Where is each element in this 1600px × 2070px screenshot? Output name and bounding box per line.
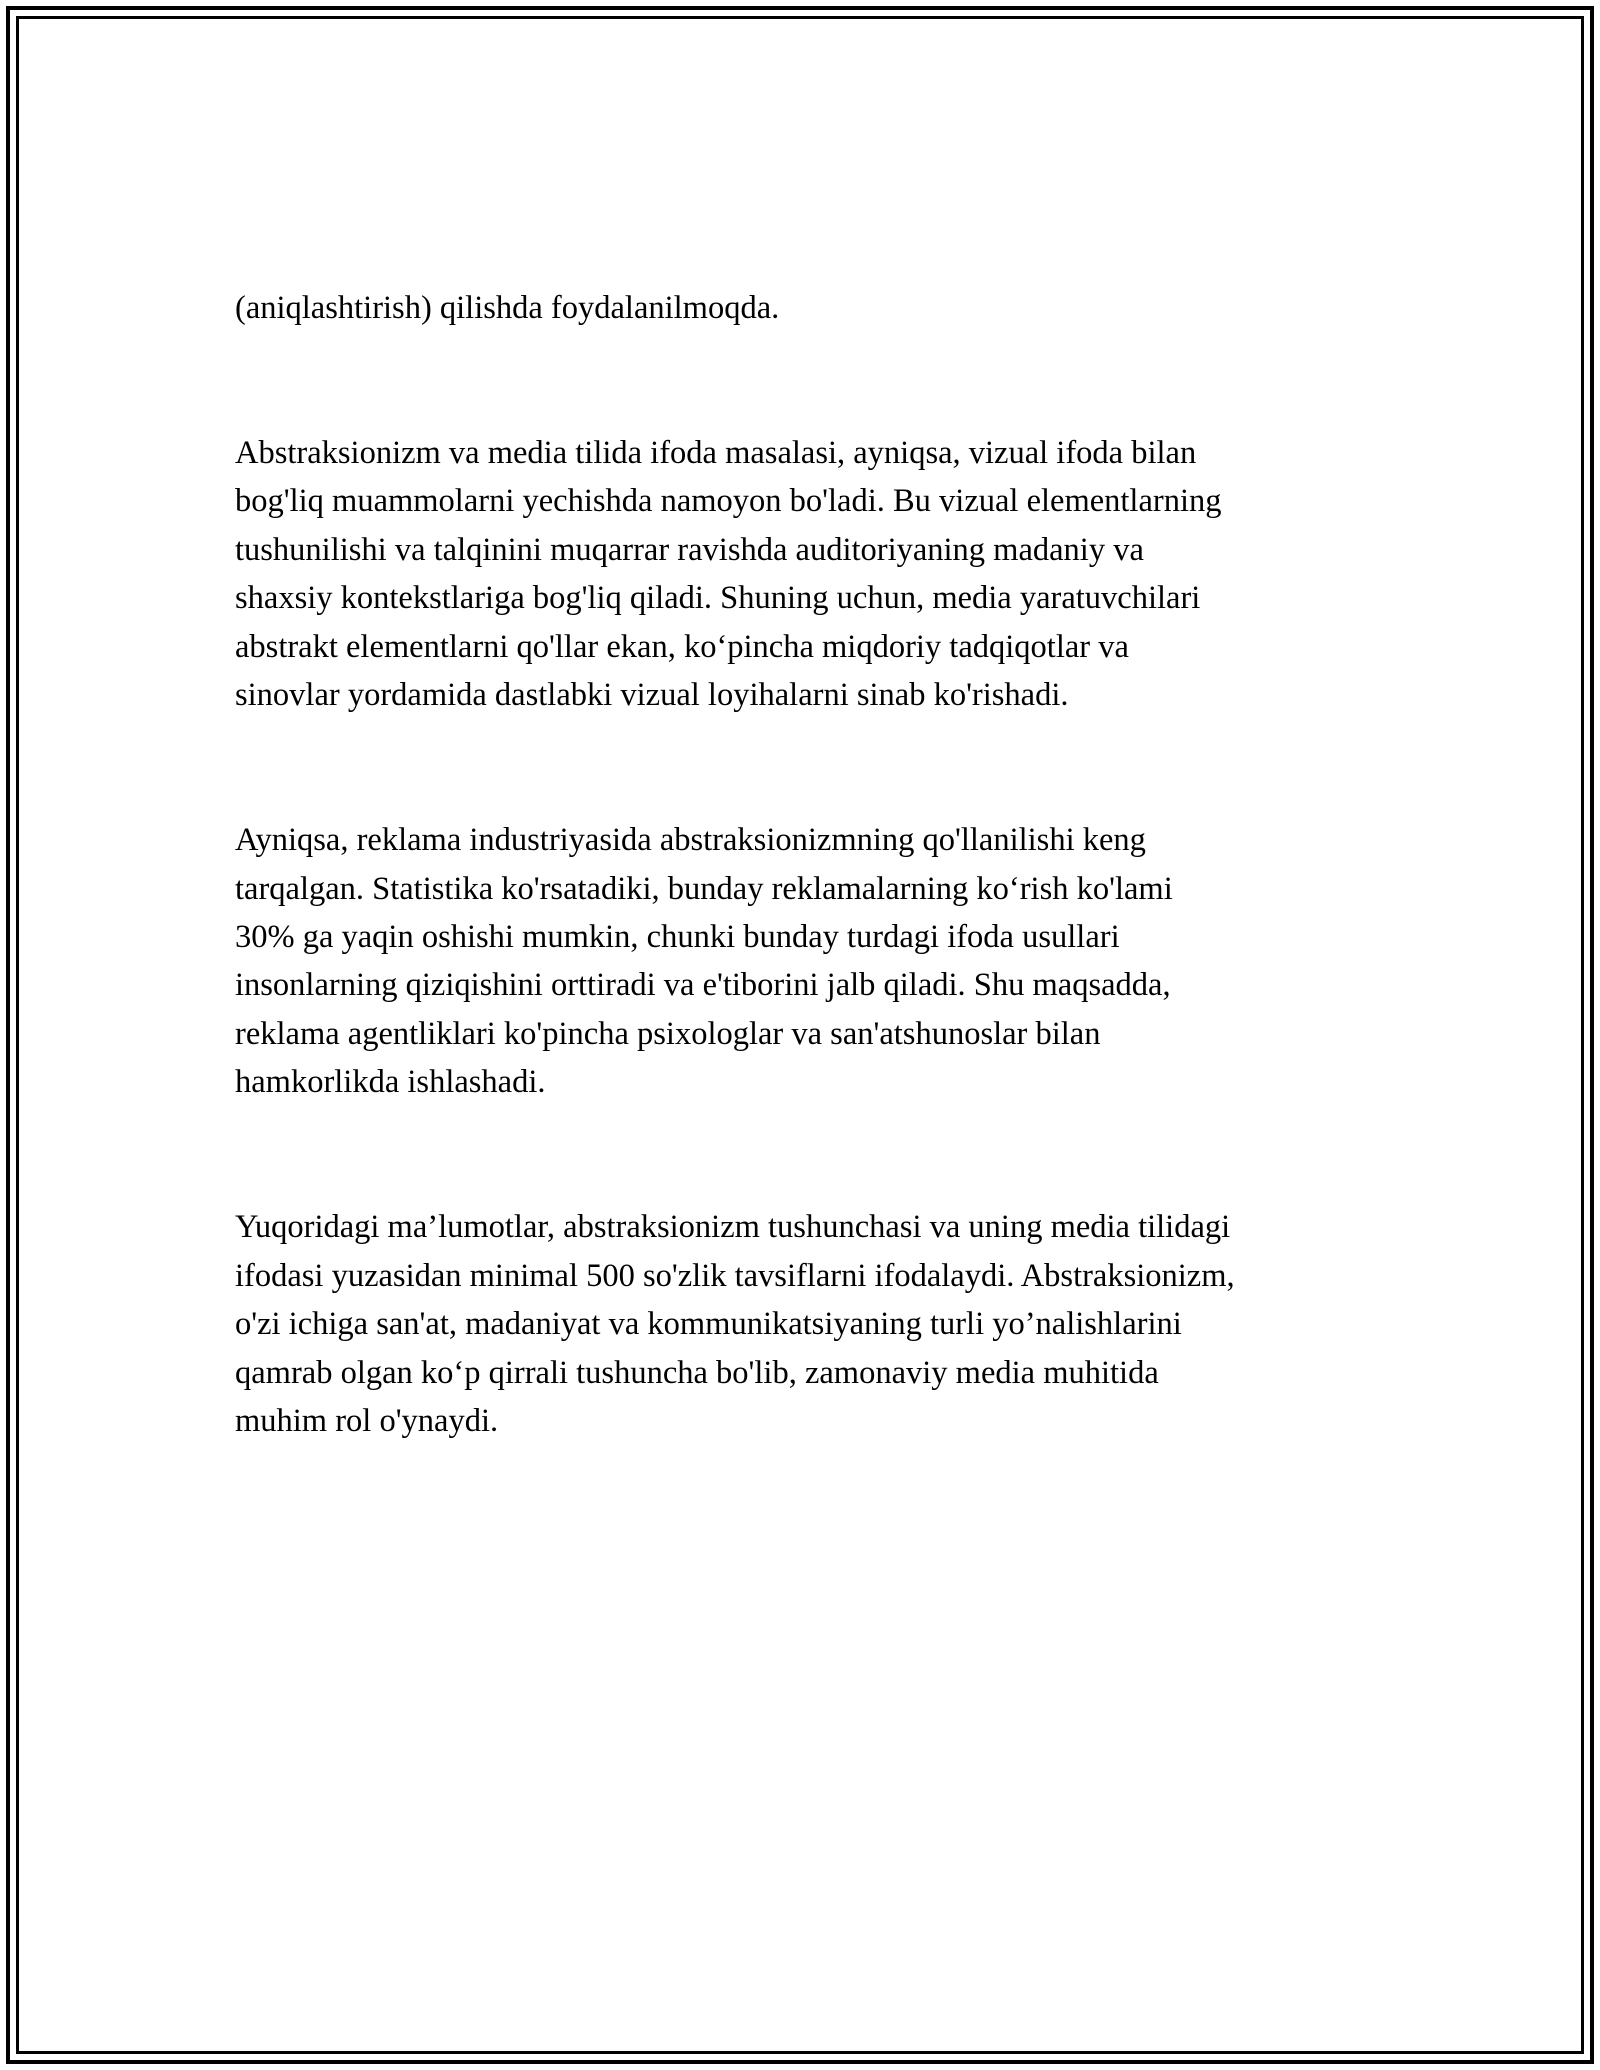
text-line: (aniqlashtirish) qilishda foydalanilmoqda. xyxy=(235,289,780,326)
text-line: qamrab olgan ko‘p qirrali tushuncha bo'lib, zamonaviy media muhitida xyxy=(235,1354,1159,1391)
paragraph-1 xyxy=(235,235,1415,332)
text-line: ifodasi yuzasidan minimal 500 so'zlik tavsiflarni ifodalaydi. Abstraksionizm, xyxy=(235,1257,1235,1294)
text-line: shaxsiy kontekstlariga bog'liq qiladi. Shuning uchun, media yaratuvchilari xyxy=(235,580,1201,617)
text-line: Yuqoridagi ma’lumotlar, abstraksionizm tushunchasi va uning media tilidagi xyxy=(235,1209,1231,1246)
paragraph-4 xyxy=(235,1203,1415,1445)
text-line: Abstraksionizm va media tilida ifoda masalasi, ayniqsa, vizual ifoda bilan xyxy=(235,435,1197,472)
text-line: insonlarning qiziqishini orttiradi va e'tiborini jalb qiladi. Shu maqsadda, xyxy=(235,967,1171,1004)
paragraph-3 xyxy=(235,816,1415,1106)
document-body xyxy=(235,187,1415,1542)
paragraph-2 xyxy=(235,429,1415,719)
text-line: bog'liq muammolarni yechishda namoyon bo'ladi. Bu vizual elementlarning xyxy=(235,483,1222,520)
text-line: hamkorlikda ishlashadi. xyxy=(235,1064,546,1101)
text-line: tushunilishi va talqinini muqarrar ravishda auditoriyaning madaniy va xyxy=(235,531,1144,568)
text-line: muhim rol o'ynaydi. xyxy=(235,1403,499,1440)
text-line: abstrakt elementlarni qo'llar ekan, ko‘pincha miqdoriy tadqiqotlar va xyxy=(235,628,1129,665)
text-line: reklama agentliklari ko'pincha psixologlar va san'atshunoslar bilan xyxy=(235,1015,1101,1052)
text-line: 30% ga yaqin oshishi mumkin, chunki bunday turdagi ifoda usullari xyxy=(235,919,1120,956)
text-line: sinovlar yordamida dastlabki vizual loyihalarni sinab ko'rishadi. xyxy=(235,677,1069,714)
text-line: tarqalgan. Statistika ko'rsatadiki, bunday reklamalarning ko‘rish ko'lami xyxy=(235,870,1173,907)
text-line: o'zi ichiga san'at, madaniyat va kommunikatsiyaning turli yo’nalishlarini xyxy=(235,1306,1182,1343)
text-line: Ayniqsa, reklama industriyasida abstraksionizmning qo'llanilishi keng xyxy=(235,822,1146,859)
